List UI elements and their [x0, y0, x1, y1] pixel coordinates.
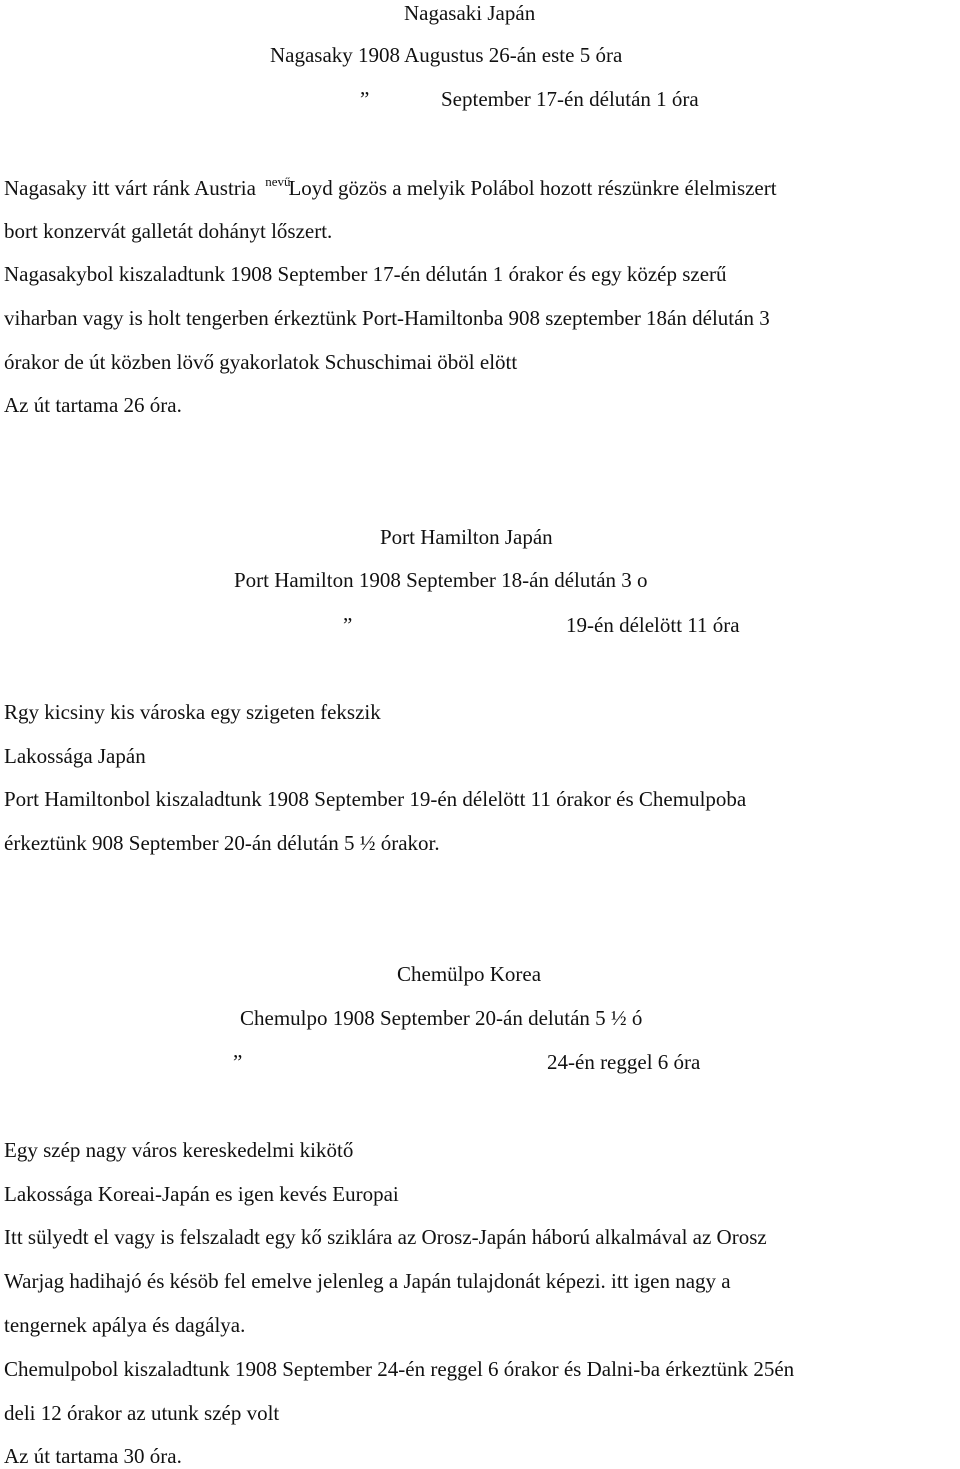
paragraph-line: Chemulpobol kiszaladtunk 1908 September 24-én reggel 6 órakor és Dalni-ba érkeztünk 25én — [4, 1357, 795, 1381]
paragraph-line: Az út tartama 26 óra. — [4, 393, 182, 417]
paragraph-line: Itt sülyedt el vagy is felszaladt egy kő sziklára az Orosz-Japán háború alkalmával az Orosz — [4, 1225, 767, 1249]
paragraph-line: Port Hamiltonbol kiszaladtunk 1908 September 19-én délelött 11 órakor és Chemulpoba — [4, 787, 747, 811]
paragraph-line: Az út tartama 30 óra. — [4, 1444, 182, 1468]
paragraph-line: bort konzervát galletát dohányt lőszert. — [4, 219, 333, 243]
superscript-insertion: nevű — [265, 174, 291, 189]
paragraph-line: Lakossága Japán — [4, 744, 146, 768]
paragraph-line: viharban vagy is holt tengerben érkeztünk Port-Hamiltonba 908 szeptember 18án délután 3 — [4, 306, 770, 330]
section-title-port-hamilton: Port Hamilton Japán — [380, 525, 553, 549]
departure-line-nagasaki: September 17-én délután 1 óra — [441, 87, 699, 111]
paragraph-line: érkeztünk 908 September 20-án délután 5 ½ órakor. — [4, 831, 440, 855]
paragraph-text: Loyd gözös a melyik Polábol hozott részünkre élelmiszert — [288, 176, 777, 200]
section-title-nagasaki: Nagasaki Japán — [404, 1, 536, 25]
paragraph-line: órakor de út közben lövő gyakorlatok Schuschimai öböl elött — [4, 350, 518, 374]
paragraph-line: Egy szép nagy város kereskedelmi kikötő — [4, 1138, 354, 1162]
ditto-mark-port-hamilton: ” — [343, 613, 353, 637]
ditto-mark-nagasaki: ” — [360, 87, 370, 111]
arrival-line-port-hamilton: Port Hamilton 1908 September 18-án délután 3 o — [234, 568, 648, 592]
departure-line-chemulpo: 24-én reggel 6 óra — [547, 1050, 701, 1074]
paragraph-line — [4, 175, 777, 204]
arrival-line-chemulpo: Chemulpo 1908 September 20-án delután 5 ½ ó — [240, 1006, 643, 1030]
paragraph-line: Lakossága Koreai-Japán es igen kevés Europai — [4, 1182, 399, 1206]
ditto-mark-chemulpo: ” — [233, 1050, 243, 1074]
section-title-chemulpo: Chemülpo Korea — [397, 962, 542, 986]
paragraph-text: Nagasaky itt várt ránk Austria — [4, 176, 262, 200]
departure-line-port-hamilton: 19-én délelött 11 óra — [566, 613, 740, 637]
paragraph-line: deli 12 órakor az utunk szép volt — [4, 1401, 280, 1425]
paragraph-line: tengernek apálya és dagálya. — [4, 1313, 246, 1337]
arrival-line-nagasaki: Nagasaky 1908 Augustus 26-án este 5 óra — [270, 43, 623, 67]
paragraph-line: Rgy kicsiny kis városka egy szigeten fekszik — [4, 700, 381, 724]
paragraph-line: Nagasakybol kiszaladtunk 1908 September 17-én délután 1 órakor és egy közép szerű — [4, 262, 727, 286]
paragraph-line: Warjag hadihajó és késöb fel emelve jelenleg a Japán tulajdonát képezi. itt igen nagy a — [4, 1269, 731, 1293]
